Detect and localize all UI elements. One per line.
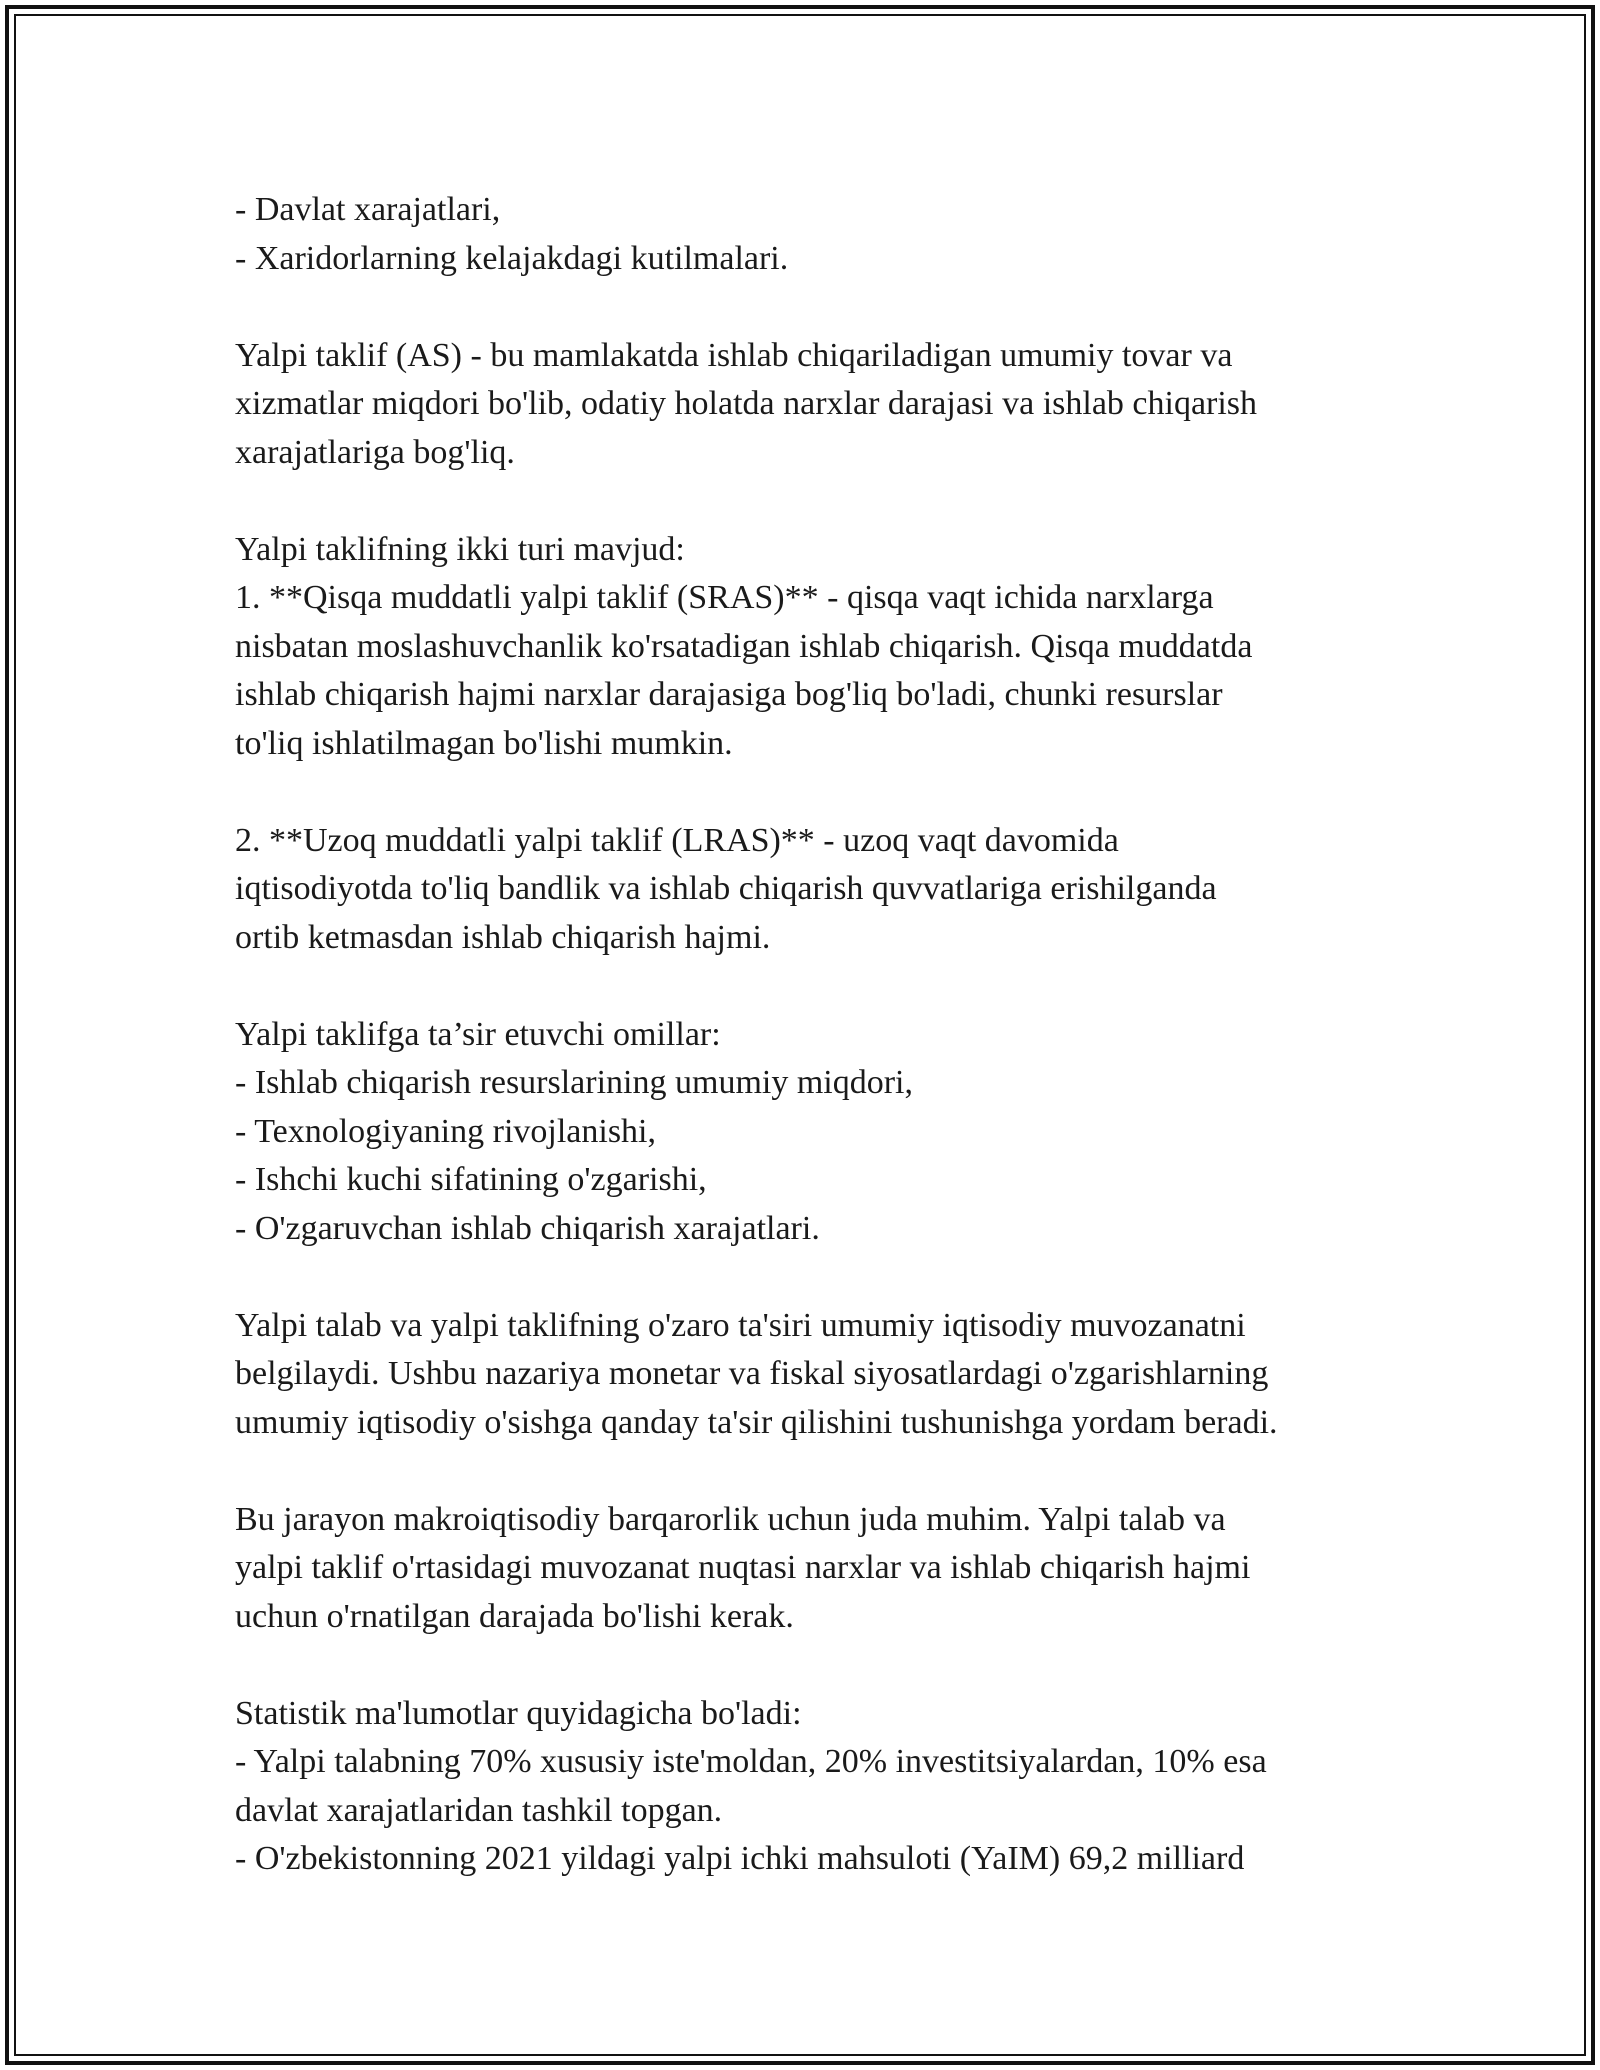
text-line: 2. **Uzoq muddatli yalpi taklif (LRAS)** - uzoq vaqt davomida [235,821,1119,859]
text-line: yalpi taklif o'rtasidagi muvozanat nuqtasi narxlar va ishlab chiqarish hajmi [235,1549,1251,1586]
text-line: - Yalpi talabning 70% xususiy iste'moldan, 20% investitsiyalardan, 10% esa [235,1743,1267,1780]
text-line: - O'zbekistonning 2021 yildagi yalpi ichki mahsuloti (YaIM) 69,2 milliard [235,1840,1245,1877]
text-line: Yalpi taklif (AS) - bu mamlakatda ishlab chiqariladigan umumiy tovar va [235,336,1233,374]
paragraph-gap [235,1253,1415,1302]
text-line: xarajatlariga bog'liq. [235,433,515,471]
text-line: iqtisodiyotda to'liq bandlik va ishlab chiqarish quvvatlariga erishilganda [235,870,1217,907]
text-line: - Texnologiyaning rivojlanishi, [235,1112,656,1150]
paragraph-gap [235,768,1415,817]
paragraph-gap [235,283,1415,332]
text-line: Yalpi taklifga ta’sir etuvchi omillar: [235,1015,721,1053]
text-line: 1. **Qisqa muddatli yalpi taklif (SRAS)** - qisqa vaqt ichida narxlarga [235,579,1214,616]
text-line: uchun o'rnatilgan darajada bo'lishi kerak. [235,1597,794,1635]
text-line: Yalpi talab va yalpi taklifning o'zaro ta'siri umumiy iqtisodiy muvozanatni [235,1306,1246,1344]
paragraph-gap [235,962,1415,1011]
text-line: - Ishlab chiqarish resurslarining umumiy miqdori, [235,1064,913,1101]
paragraph-gap [235,1641,1415,1690]
text-line: to'liq ishlatilmagan bo'lishi mumkin. [235,724,733,762]
paragraph-gap [235,477,1415,526]
paragraph-gap [235,1447,1415,1496]
text-line: nisbatan moslashuvchanlik ko'rsatadigan ishlab chiqarish. Qisqa muddatda [235,627,1253,665]
text-line: - Davlat xarajatlari, [235,191,501,228]
text-line: Yalpi taklifning ikki turi mavjud: [235,530,685,568]
text-line: Statistik ma'lumotlar quyidagicha bo'ladi: [235,1694,802,1732]
text-line: Bu jarayon makroiqtisodiy barqarorlik uchun juda muhim. Yalpi talab va [235,1500,1226,1538]
text-line: - Xaridorlarning kelajakdagi kutilmalari. [235,239,789,277]
text-line: davlat xarajatlaridan tashkil topgan. [235,1791,723,1829]
text-line: - O'zgaruvchan ishlab chiqarish xarajatlari. [235,1209,820,1247]
text-line: ishlab chiqarish hajmi narxlar darajasiga bog'liq bo'ladi, chunki resurslar [235,676,1223,713]
text-line: xizmatlar miqdori bo'lib, odatiy holatda narxlar darajasi va ishlab chiqarish [235,385,1258,422]
text-line: umumiy iqtisodiy o'sishga qanday ta'sir qilishini tushunishga yordam beradi. [235,1403,1278,1441]
document-body [235,186,1415,1884]
text-line: belgilaydi. Ushbu nazariya monetar va fiskal siyosatlardagi o'zgarishlarning [235,1355,1269,1392]
text-line: - Ishchi kuchi sifatining o'zgarishi, [235,1161,707,1198]
text-line: ortib ketmasdan ishlab chiqarish hajmi. [235,918,771,956]
